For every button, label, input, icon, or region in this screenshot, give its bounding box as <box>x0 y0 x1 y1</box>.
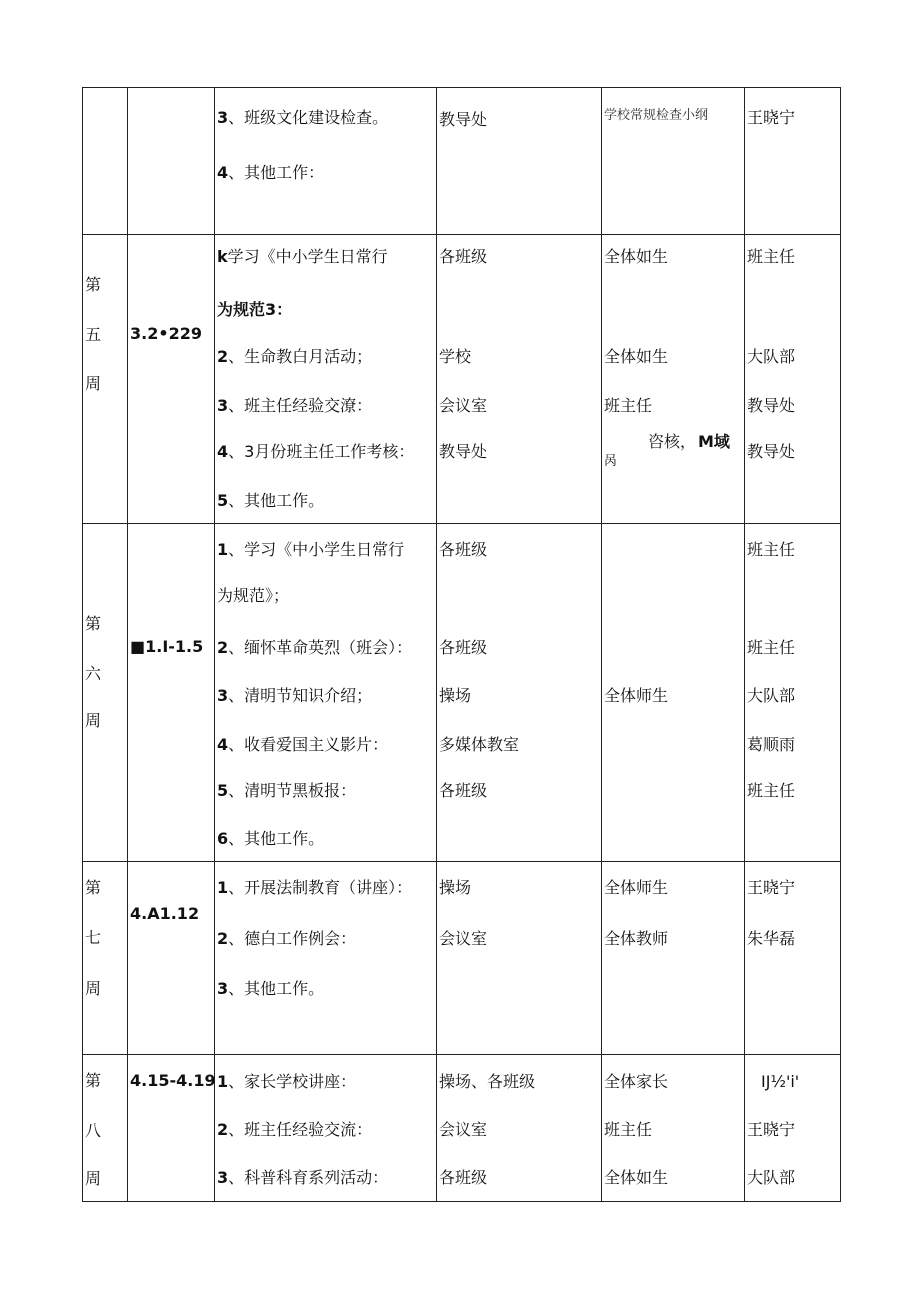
date-text: 4.15-4.19 <box>130 1071 216 1090</box>
person-text: 班主任 <box>747 781 796 800</box>
place-cell <box>437 235 602 524</box>
item-number: 4 <box>217 735 229 754</box>
participants-text: 全体如生 <box>604 347 669 366</box>
item-number: 3 <box>217 396 229 415</box>
person-text: 王晓宁 <box>747 1120 796 1139</box>
item-number: 3 <box>217 108 229 127</box>
item-text: 、清明节知识介绍； <box>228 686 373 705</box>
item-number: 2 <box>217 929 229 948</box>
participants-text: 全体教师 <box>604 929 669 948</box>
participants-cell <box>602 88 745 235</box>
date-cell <box>128 235 215 524</box>
participants-text: 全体师生 <box>604 686 669 705</box>
table-row <box>83 88 841 235</box>
week-label: 六 <box>85 664 102 683</box>
item-number: 2 <box>217 1120 229 1139</box>
participants-text: 呙 <box>604 454 618 469</box>
person-text: 大队部 <box>747 347 796 366</box>
place-text: 多媒体教室 <box>439 735 520 754</box>
date-text: 4.A1.12 <box>130 904 200 923</box>
item-text: 、其他工作。 <box>228 829 325 848</box>
place-text: 教导处 <box>439 110 488 129</box>
table-row <box>83 1055 841 1202</box>
week-label: 八 <box>85 1121 102 1140</box>
person-text: 班主任 <box>747 638 796 657</box>
place-text: 各班级 <box>439 247 488 266</box>
item-text: 为规范3： <box>217 300 293 319</box>
person-text: 朱华磊 <box>747 929 796 948</box>
participants-cell <box>602 235 745 524</box>
participants-cell <box>602 1055 745 1202</box>
person-text: 葛顺雨 <box>747 735 796 754</box>
participants-text: 咨核， <box>648 432 697 451</box>
place-cell <box>437 88 602 235</box>
person-text: 王晓宁 <box>747 878 796 897</box>
place-text: 会议室 <box>439 929 488 948</box>
item-text: 、班级文化建设检查。 <box>228 108 389 127</box>
participants-text: 全体师生 <box>604 878 669 897</box>
place-text: 各班级 <box>439 1168 488 1187</box>
item-number: 5 <box>217 491 229 510</box>
place-text: 会议室 <box>439 396 488 415</box>
table-row <box>83 862 841 1055</box>
person-text: IJ½'i' <box>761 1072 800 1091</box>
place-text: 操场 <box>439 878 472 897</box>
place-text: 各班级 <box>439 540 488 559</box>
item-text: 、开展法制教育（讲座）： <box>228 878 413 897</box>
participants-cell <box>602 524 745 862</box>
date-cell <box>128 862 215 1055</box>
date-text: 3.2•229 <box>130 324 202 343</box>
table-row <box>83 524 841 862</box>
week-label: 七 <box>85 928 102 947</box>
place-text: 教导处 <box>439 442 488 461</box>
date-cell <box>128 1055 215 1202</box>
week-label: 第 <box>85 1071 102 1090</box>
person-text: 班主任 <box>747 247 796 266</box>
participants-text: 全体家长 <box>604 1072 669 1091</box>
week-cell <box>83 235 128 524</box>
schedule-table <box>82 87 841 1202</box>
participants-text: 学校常规检查小纲 <box>604 108 709 123</box>
items-cell <box>215 862 437 1055</box>
item-number: 4 <box>217 163 229 182</box>
week-label: 周 <box>85 1169 102 1188</box>
participants-text: 全体如生 <box>604 1168 669 1187</box>
item-number: 1 <box>217 540 229 559</box>
person-text: 班主任 <box>747 540 796 559</box>
week-label: 第 <box>85 614 102 633</box>
participants-text: M域 <box>698 432 730 451</box>
place-cell <box>437 524 602 862</box>
item-text: 学习《中小学生日常行 <box>227 247 388 266</box>
item-text: 、生命教白月活动； <box>228 347 373 366</box>
place-cell <box>437 1055 602 1202</box>
week-cell <box>83 88 128 235</box>
item-text: 、其他工作。 <box>228 979 325 998</box>
item-text: 、学习《中小学生日常行 <box>228 540 405 559</box>
place-text: 各班级 <box>439 781 488 800</box>
person-cell <box>745 524 841 862</box>
place-text: 操场 <box>439 686 472 705</box>
person-cell <box>745 88 841 235</box>
items-cell <box>215 235 437 524</box>
item-number: 5 <box>217 781 229 800</box>
item-number: 1 <box>217 1072 229 1091</box>
item-text: 、班主任经验交潦： <box>228 396 373 415</box>
date-cell <box>128 88 215 235</box>
week-cell <box>83 1055 128 1202</box>
place-text: 各班级 <box>439 638 488 657</box>
week-label: 第 <box>85 878 102 897</box>
week-label: 第 <box>85 275 102 294</box>
week-cell <box>83 524 128 862</box>
person-text: 教导处 <box>747 396 796 415</box>
place-text: 操场、各班级 <box>439 1072 536 1091</box>
item-text: 、德白工作例会： <box>228 929 357 948</box>
person-text: 大队部 <box>747 686 796 705</box>
person-text: 教导处 <box>747 442 796 461</box>
item-text: 、其他工作。 <box>228 491 325 510</box>
participants-cell <box>602 862 745 1055</box>
week-label: 周 <box>85 711 102 730</box>
participants-text: 班主任 <box>604 396 653 415</box>
item-text: 、3月份班主任工作考核： <box>228 442 415 461</box>
person-cell <box>745 1055 841 1202</box>
person-cell <box>745 862 841 1055</box>
items-cell <box>215 524 437 862</box>
week-cell <box>83 862 128 1055</box>
person-cell <box>745 235 841 524</box>
week-label: 五 <box>85 325 102 344</box>
person-text: 大队部 <box>747 1168 796 1187</box>
participants-text: 全体如生 <box>604 247 669 266</box>
item-number: 4 <box>217 442 229 461</box>
item-text: 、其他工作： <box>228 163 325 182</box>
place-text: 学校 <box>439 347 472 366</box>
item-number: 3 <box>217 1168 229 1187</box>
items-cell <box>215 1055 437 1202</box>
item-text: 、缅怀革命英烈（班会）： <box>228 638 413 657</box>
place-cell <box>437 862 602 1055</box>
table-row <box>83 235 841 524</box>
item-text: 、家长学校讲座： <box>228 1072 357 1091</box>
place-text: 会议室 <box>439 1120 488 1139</box>
item-text: 、班主任经验交流： <box>228 1120 373 1139</box>
item-number: 3 <box>217 979 229 998</box>
item-number: k <box>217 247 228 266</box>
week-label: 周 <box>85 374 102 393</box>
item-text: 、收看爱国主义影片： <box>228 735 389 754</box>
item-number: 2 <box>217 347 229 366</box>
item-text: 、科普科育系列活动： <box>228 1168 389 1187</box>
item-number: 1 <box>217 878 229 897</box>
item-number: 6 <box>217 829 229 848</box>
week-label: 周 <box>85 979 102 998</box>
date-cell <box>128 524 215 862</box>
item-text: 、清明节黑板报： <box>228 781 357 800</box>
items-cell <box>215 88 437 235</box>
item-number: 3 <box>217 686 229 705</box>
person-text: 王晓宁 <box>747 108 796 127</box>
participants-text: 班主任 <box>604 1120 653 1139</box>
item-text: 为规范》； <box>217 586 290 605</box>
item-number: 2 <box>217 638 229 657</box>
date-text: ■1.I-1.5 <box>130 637 204 656</box>
